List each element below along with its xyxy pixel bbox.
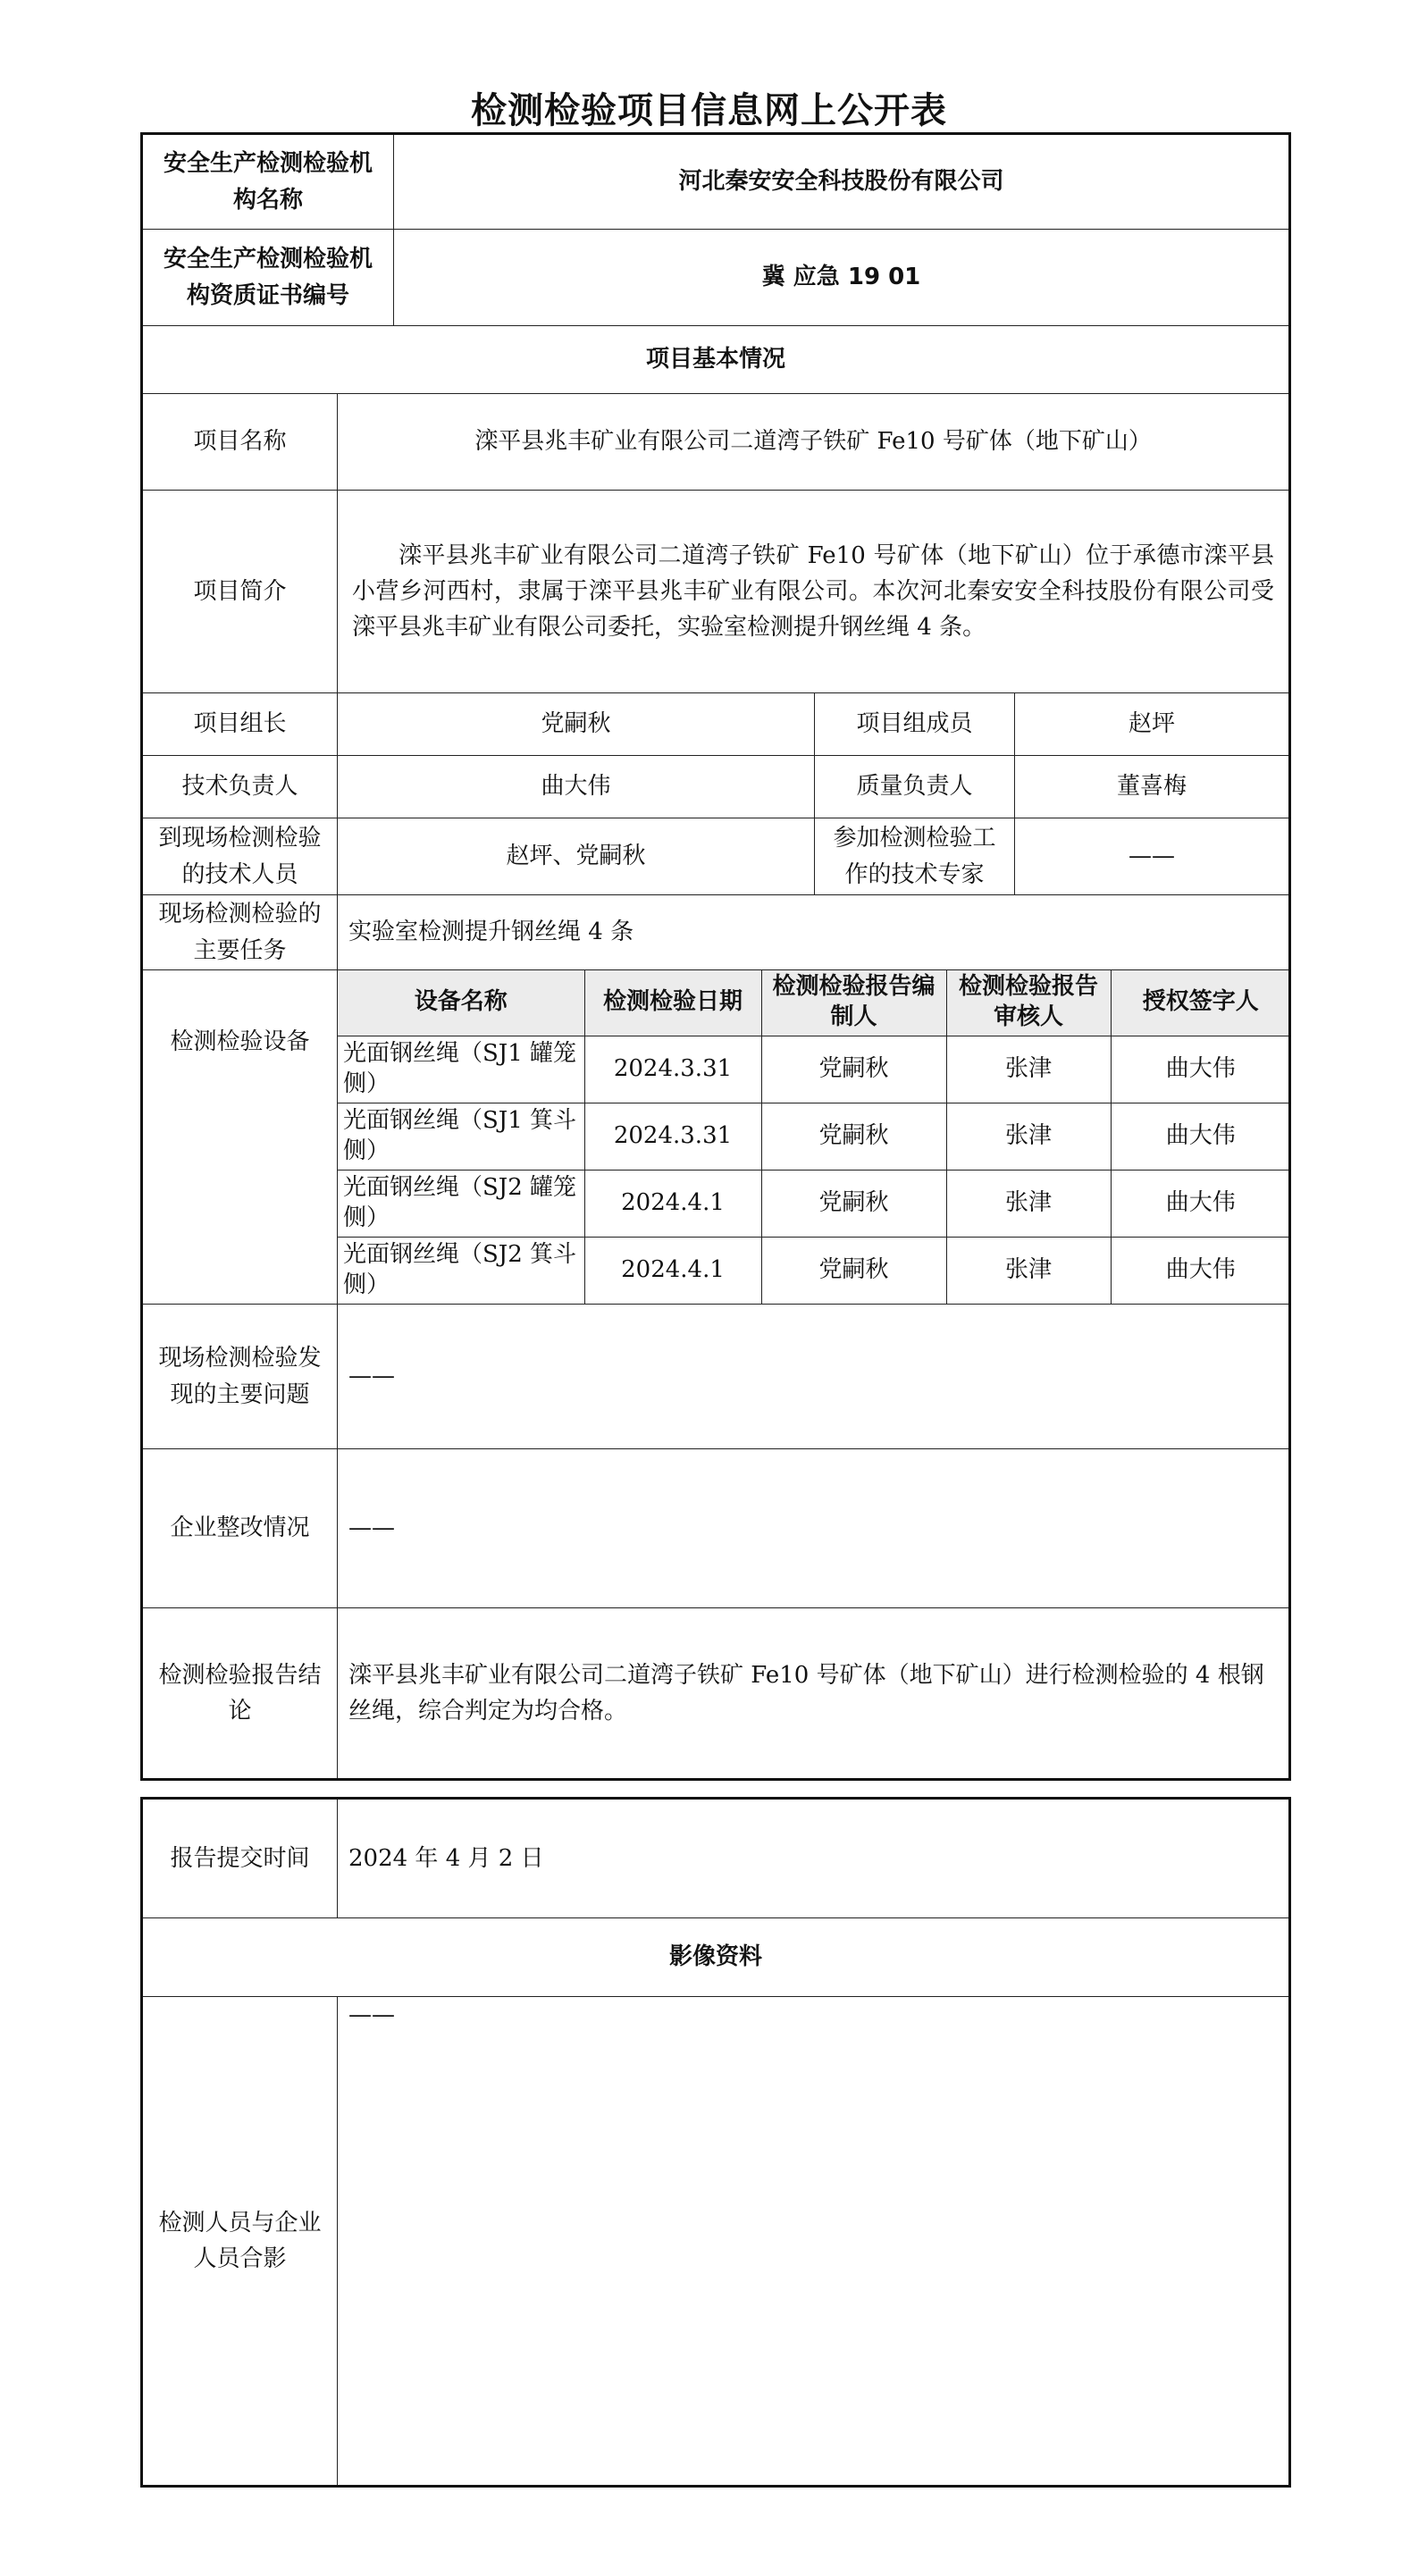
org-cert: 冀 应急 19 01: [394, 230, 1290, 326]
project-name-label: 项目名称: [142, 394, 338, 491]
equipment-author: 党嗣秋: [761, 1170, 946, 1237]
equipment-reviewer: 张津: [946, 1036, 1111, 1103]
photo-area: ——: [338, 1997, 1290, 2487]
equipment-header: 设备名称: [338, 970, 584, 1036]
org-name-label: 安全生产检测检验机构名称: [142, 134, 394, 230]
equipment-signer: 曲大伟: [1111, 1170, 1290, 1237]
submission-table: [140, 1797, 1291, 2488]
equipment-date: 2024.3.31: [584, 1036, 761, 1103]
org-cert-label: 安全生产检测检验机构资质证书编号: [142, 230, 394, 326]
equipment-signer: 曲大伟: [1111, 1036, 1290, 1103]
tech-lead-label: 技术负责人: [142, 756, 338, 818]
equipment-header: 检测检验报告审核人: [946, 970, 1111, 1036]
quality-lead-value: 董喜梅: [1015, 756, 1290, 818]
onsite-staff-value: 赵坪、党嗣秋: [338, 818, 815, 895]
conclusion-value: 滦平县兆丰矿业有限公司二道湾子铁矿 Fe10 号矿体（地下矿山）进行检测检验的 4 根钢丝绳，综合判定为均合格。: [338, 1608, 1290, 1780]
rectify-value: ——: [338, 1449, 1290, 1608]
photo-label: 检测人员与企业人员合影: [142, 1997, 338, 2487]
conclusion-label: 检测检验报告结论: [142, 1608, 338, 1780]
experts-label: 参加检测检验工作的技术专家: [815, 818, 1015, 895]
equipment-name: 光面钢丝绳（SJ1 箕斗侧）: [338, 1103, 584, 1170]
equipment-table: [338, 970, 1290, 1304]
equipment-signer: 曲大伟: [1111, 1103, 1290, 1170]
equipment-reviewer: 张津: [946, 1103, 1111, 1170]
equipment-reviewer: 张津: [946, 1237, 1111, 1304]
equipment-author: 党嗣秋: [761, 1237, 946, 1304]
equipment-author: 党嗣秋: [761, 1103, 946, 1170]
submit-time-value: 2024 年 4 月 2 日: [338, 1799, 1290, 1918]
tech-lead-value: 曲大伟: [338, 756, 815, 818]
task-value: 实验室检测提升钢丝绳 4 条: [338, 895, 1290, 970]
task-label: 现场检测检验的主要任务: [142, 895, 338, 970]
page-title: 检测检验项目信息网上公开表: [471, 90, 947, 131]
equipment-header: 检测检验日期: [584, 970, 761, 1036]
members-value: 赵坪: [1015, 693, 1290, 756]
project-intro-label: 项目简介: [142, 491, 338, 693]
leader-value: 党嗣秋: [338, 693, 815, 756]
issues-value: ——: [338, 1305, 1290, 1449]
project-name: 滦平县兆丰矿业有限公司二道湾子铁矿 Fe10 号矿体（地下矿山）: [338, 394, 1290, 491]
rectify-label: 企业整改情况: [142, 1449, 338, 1608]
equipment-date: 2024.3.31: [584, 1103, 761, 1170]
quality-lead-label: 质量负责人: [815, 756, 1015, 818]
project-intro: 滦平县兆丰矿业有限公司二道湾子铁矿 Fe10 号矿体（地下矿山）位于承德市滦平县小营乡河西村，隶属于滦平县兆丰矿业有限公司。本次河北秦安安全科技股份有限公司受滦平县兆丰矿业有限公司委托，实验室检测提升钢丝绳 4 条。: [338, 491, 1290, 693]
section-images-heading: 影像资料: [142, 1918, 1290, 1997]
submit-time-label: 报告提交时间: [142, 1799, 338, 1918]
equipment-label: 检测检验设备: [142, 970, 338, 1305]
equipment-cell: [338, 970, 1290, 1305]
org-name: 河北秦安安全科技股份有限公司: [394, 134, 1290, 230]
equipment-name: 光面钢丝绳（SJ1 罐笼侧）: [338, 1036, 584, 1103]
equipment-date: 2024.4.1: [584, 1170, 761, 1237]
info-table: [140, 132, 1291, 1781]
members-label: 项目组成员: [815, 693, 1015, 756]
equipment-author: 党嗣秋: [761, 1036, 946, 1103]
equipment-signer: 曲大伟: [1111, 1237, 1290, 1304]
onsite-staff-label: 到现场检测检验的技术人员: [142, 818, 338, 895]
equipment-reviewer: 张津: [946, 1170, 1111, 1237]
equipment-header: 授权签字人: [1111, 970, 1290, 1036]
equipment-name: 光面钢丝绳（SJ2 罐笼侧）: [338, 1170, 584, 1237]
issues-label: 现场检测检验发现的主要问题: [142, 1305, 338, 1449]
section-basic-heading: 项目基本情况: [142, 326, 1290, 394]
leader-label: 项目组长: [142, 693, 338, 756]
equipment-header: 检测检验报告编制人: [761, 970, 946, 1036]
experts-value: ——: [1015, 818, 1290, 895]
equipment-name: 光面钢丝绳（SJ2 箕斗侧）: [338, 1237, 584, 1304]
equipment-date: 2024.4.1: [584, 1237, 761, 1304]
